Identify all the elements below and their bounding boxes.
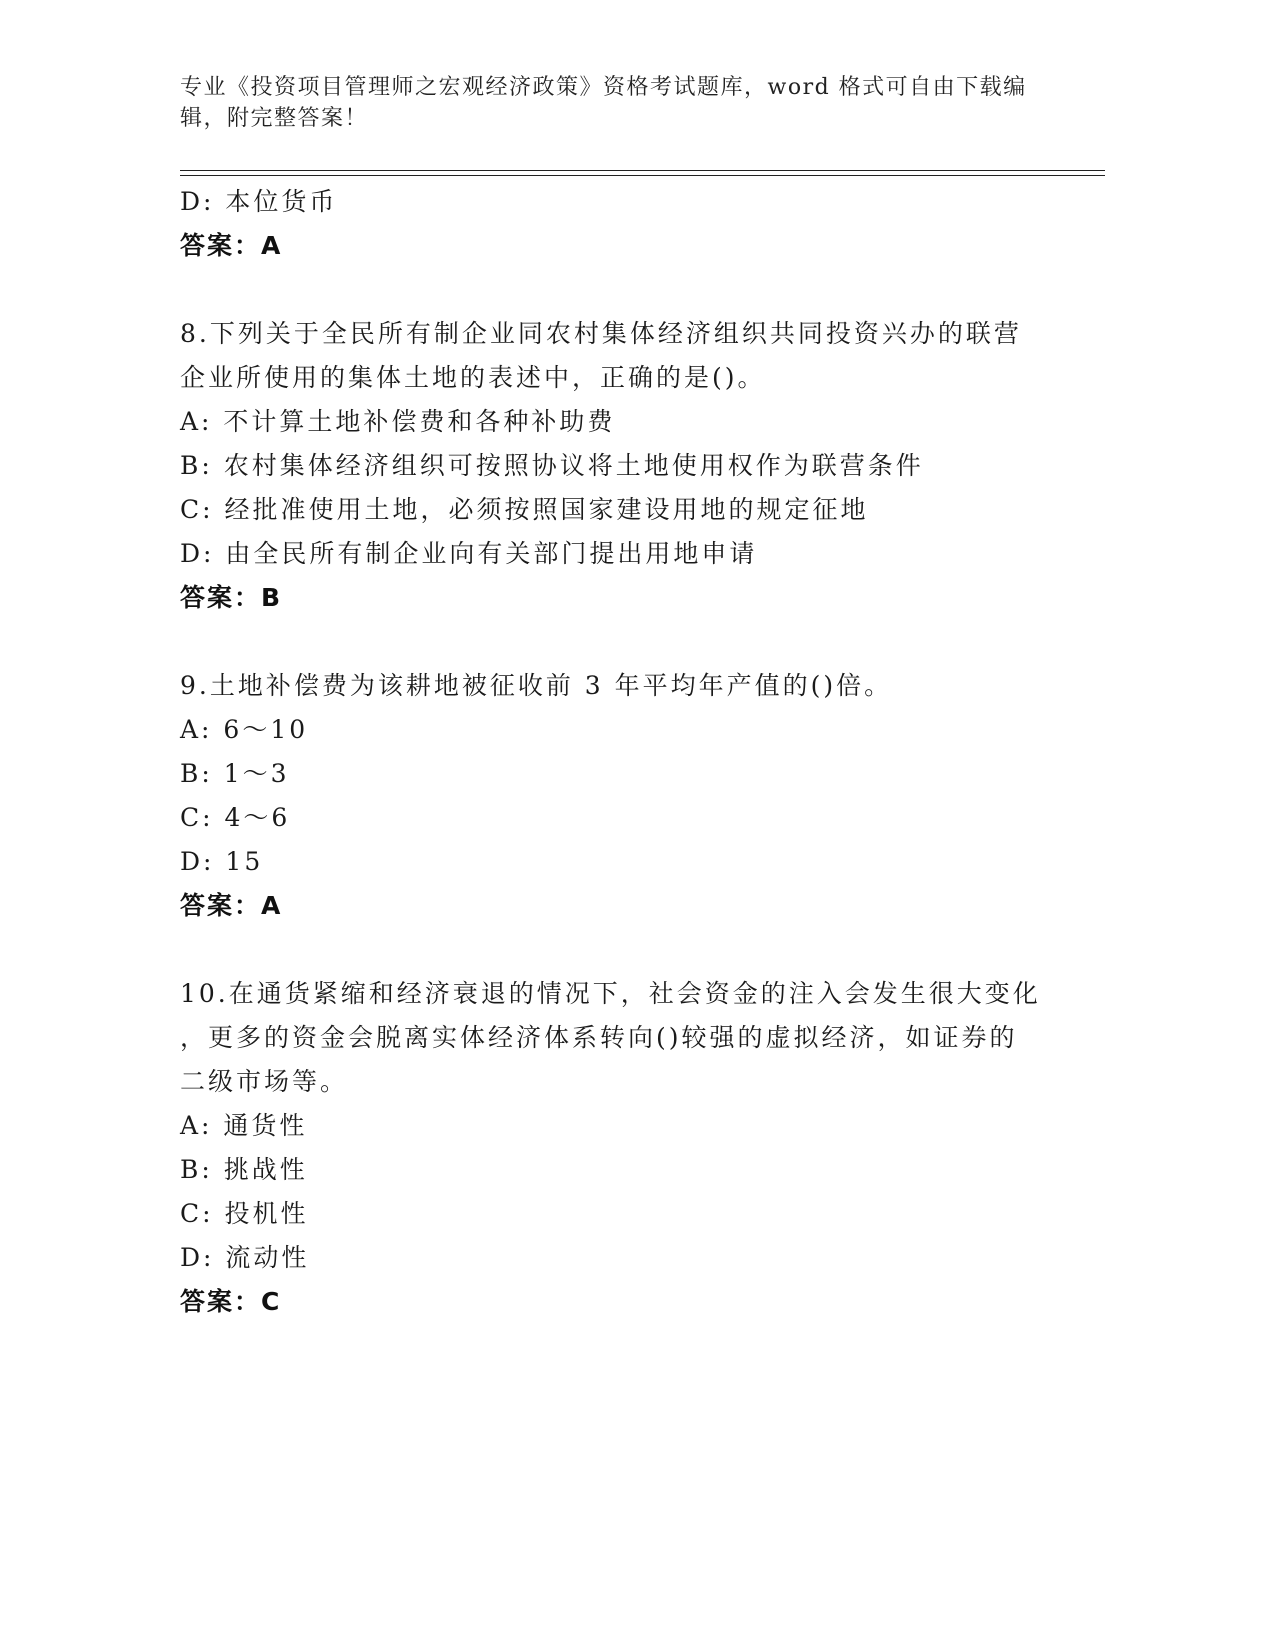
question-stem: 10.在通货紧缩和经济衰退的情况下，社会资金的注入会发生很大变化 [180, 979, 1041, 1008]
option-d: D: 流动性 [180, 1243, 310, 1272]
header-line-1: 专业《投资项目管理师之宏观经济政策》资格考试题库，word 格式可自由下载编 [180, 75, 1027, 100]
option-a: A: 不计算土地补偿费和各种补助费 [180, 407, 616, 436]
question-stem: 8.下列关于全民所有制企业同农村集体经济组织共同投资兴办的联营 [180, 319, 1022, 348]
option-b: B: 挑战性 [180, 1155, 308, 1184]
spacer [180, 928, 1060, 972]
option-c: C: 经批准使用土地，必须按照国家建设用地的规定征地 [180, 495, 869, 524]
question-stem: 二级市场等。 [180, 1067, 349, 1096]
option-c: C: 投机性 [180, 1199, 309, 1228]
question-10 [180, 972, 1060, 1324]
spacer [180, 268, 1060, 312]
answer-line: 答案：A [180, 891, 283, 920]
page-header [180, 72, 1040, 134]
option-a: A: 6～10 [180, 715, 309, 744]
option-d: D: 由全民所有制企业向有关部门提出用地申请 [180, 539, 758, 568]
header-divider [180, 170, 1105, 176]
question-stem: 企业所使用的集体土地的表述中，正确的是()。 [180, 363, 766, 392]
previous-question-tail [180, 180, 1060, 268]
answer-line: 答案：B [180, 583, 283, 612]
answer-line: 答案：A [180, 231, 283, 260]
option-a: A: 通货性 [180, 1111, 308, 1140]
question-stem: ，更多的资金会脱离实体经济体系转向()较强的虚拟经济，如证券的 [180, 1023, 1018, 1052]
answer-line: 答案：C [180, 1287, 282, 1316]
question-stem: 9.土地补偿费为该耕地被征收前 3 年平均年产值的()倍。 [180, 671, 893, 700]
header-line-2: 辑，附完整答案！ [180, 106, 369, 131]
option-c: C: 4～6 [180, 803, 291, 832]
option-d: D: 15 [180, 847, 264, 876]
option-d: D: 本位货币 [180, 187, 338, 216]
spacer [180, 620, 1060, 664]
option-b: B: 农村集体经济组织可按照协议将土地使用权作为联营条件 [180, 451, 924, 480]
question-content [180, 180, 1060, 1324]
option-b: B: 1～3 [180, 759, 290, 788]
question-9 [180, 664, 1060, 928]
question-8 [180, 312, 1060, 620]
